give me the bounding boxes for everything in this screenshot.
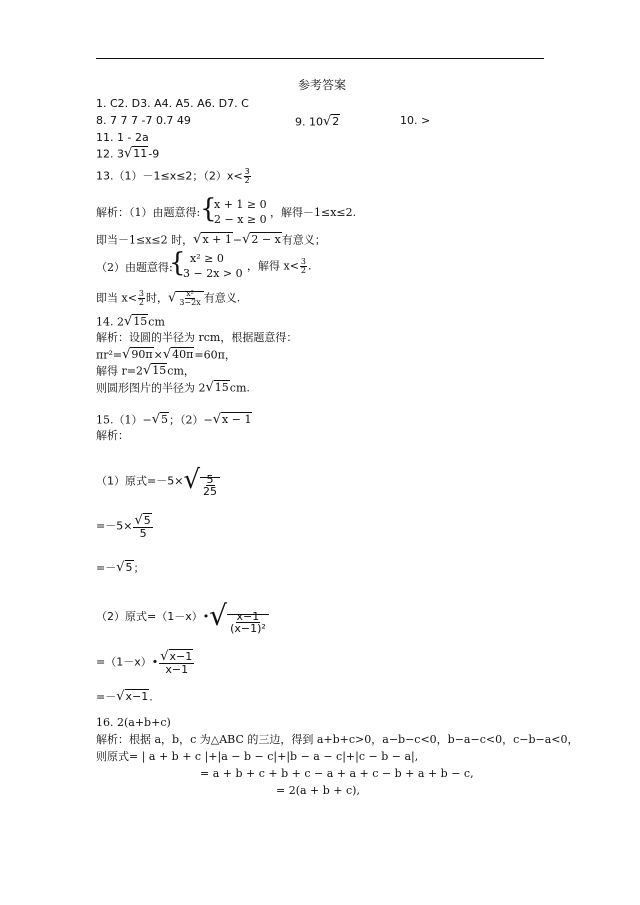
q14-line-3-text: 解得 r=2 xyxy=(96,364,143,378)
answer-line-14 xyxy=(96,315,165,330)
q14-line-3 xyxy=(96,364,195,379)
q14-line-4-tail: cm. xyxy=(229,381,250,395)
q14-line-4-text: 则圆形图片的半径为 2 xyxy=(96,381,206,395)
answer-line-1: 1. C2. D3. A4. A5. A6. D7. C xyxy=(96,97,249,110)
answer-12-text: 12. 3 xyxy=(96,147,124,161)
q15-step-2 xyxy=(96,514,154,539)
answer-9-text: 9. 10 xyxy=(295,115,323,129)
radicand: 90π xyxy=(131,348,153,361)
sqrt-radical: √5 xyxy=(116,560,133,575)
sqrt-radical: √x−1 xyxy=(160,649,193,664)
fraction xyxy=(178,290,201,307)
denominator: 25 xyxy=(203,484,218,498)
q15-step-1 xyxy=(96,466,220,497)
sqrt-radical: √15 xyxy=(205,380,229,395)
denominator: 5 xyxy=(139,527,147,540)
answer-line-16: 16. 2(a+b+c) xyxy=(96,716,171,729)
sqrt-radical: √x + 1 xyxy=(193,232,232,247)
q13-line-2 xyxy=(96,233,326,248)
radicand: 2 − x xyxy=(251,233,281,246)
q15-step-6-text: =－ xyxy=(96,690,117,704)
q13-line-2-tail: 有意义； xyxy=(281,233,326,247)
answer-15-text: 15.（1）− xyxy=(96,413,152,427)
sqrt-radical: √ $\frac{x-1}{\text{(x−1)²}}$ xyxy=(209,600,269,634)
q16-line-3: = a + b + c + b + c − a + a + c − b + a + b − c, xyxy=(200,767,474,780)
answer-12-tail: -9 xyxy=(148,147,160,161)
sqrt-radical: √ $\frac{5}{25}$ xyxy=(183,466,220,497)
sqrt-radical: √15 xyxy=(124,314,148,329)
numerator: 5 xyxy=(206,472,214,486)
numerator: 3 xyxy=(244,167,250,176)
period: . xyxy=(308,259,312,273)
system-row-1: x² ≥ 0 xyxy=(190,252,224,265)
sqrt-radical: √ $\frac{\text{x²}}{3-2x}$ xyxy=(168,290,204,307)
sqrt-radical: √x − 1 xyxy=(212,412,252,427)
q15-step-3 xyxy=(96,561,145,576)
answer-8-text: 8. 7 7 7 -7 0.7 49 xyxy=(96,114,191,127)
answer-line-11: 11. 1 - 2a xyxy=(96,131,149,144)
q15-step-4 xyxy=(96,600,269,634)
q15-step-1-text: （1）原式=－5× xyxy=(96,474,184,488)
q15-analysis-label: 解析： xyxy=(96,429,129,442)
numerator xyxy=(133,514,152,528)
answer-line-12 xyxy=(96,147,159,162)
sqrt-radical: √15 xyxy=(142,363,167,378)
sqrt-radical: √40π xyxy=(162,347,194,362)
radicand: 2 xyxy=(332,115,340,128)
radicand: 15 xyxy=(133,315,148,328)
q15-step-6 xyxy=(96,690,153,705)
radicand: 5 xyxy=(161,413,169,426)
denominator: 2 xyxy=(300,266,307,275)
answer-line-15 xyxy=(96,413,252,428)
system-row-2: 3 − 2x > 0 xyxy=(183,267,243,280)
answer-line-8 xyxy=(96,115,191,128)
numerator: x² xyxy=(186,289,194,298)
sqrt-radical: √2 − x xyxy=(242,232,281,247)
q15-step-4-text: （2）原式=（1－x）• xyxy=(96,609,210,623)
sqrt-radical: √5 xyxy=(151,412,169,427)
numerator xyxy=(159,650,194,664)
numerator: 3 xyxy=(138,289,145,298)
denominator: (x−1)² xyxy=(230,621,266,635)
fraction xyxy=(159,650,194,675)
numerator: 3 xyxy=(300,257,307,266)
denominator: 2 xyxy=(138,298,145,307)
sqrt-radical: √2 xyxy=(323,114,340,129)
system-row-1: x + 1 ≥ 0 xyxy=(214,198,267,211)
system-row-2: 2 − x ≥ 0 xyxy=(214,213,267,226)
page-title: 参考答案 xyxy=(298,78,347,92)
system-brace: { xyxy=(169,248,186,278)
radicand: 11 xyxy=(133,147,148,160)
q14-line-2-tail: =60π， xyxy=(194,348,236,362)
q13-analysis-1-result: ，解得－1≤x≤2. xyxy=(270,206,357,219)
radicand: 40π xyxy=(172,348,194,361)
fraction xyxy=(229,611,267,634)
q13-analysis-2: （2）由题意得: xyxy=(96,261,173,274)
fraction xyxy=(244,168,251,185)
q16-line-2: 则原式= | a + b + c |+|a − b − c|+|b − a − c|+|c − b − a|, xyxy=(96,750,419,763)
radicand: 5 xyxy=(125,561,133,574)
denominator: 2 xyxy=(244,176,250,185)
answer-14-unit: cm xyxy=(148,315,165,329)
radicand: x + 1 xyxy=(202,233,232,246)
answer-line-13 xyxy=(96,168,252,185)
q15-step-3-text: =－ xyxy=(96,561,117,575)
fraction xyxy=(138,290,145,307)
fraction xyxy=(300,258,307,275)
q14-line-3-tail: cm， xyxy=(167,364,195,378)
answer-13-text: 13.（1）－1≤x≤2；（2）x< xyxy=(96,169,243,183)
q13-line-2-text: 即当－1≤x≤2 时， xyxy=(96,233,194,247)
q14-line-1: 解析：设圆的半径为 rcm，根据题意得： xyxy=(96,331,298,344)
q13-line-4-mid: 时， xyxy=(146,291,169,305)
radicand: x−1 xyxy=(169,650,193,663)
answer-15-mid: ；（2）− xyxy=(169,413,213,427)
radicand: 15 xyxy=(214,381,229,394)
q15-step-5-text: =（1－x）• xyxy=(96,655,159,669)
sqrt-radical: √x−1 xyxy=(116,689,149,704)
q14-line-2-text: πr²= xyxy=(96,348,123,362)
fraction xyxy=(202,474,218,497)
q14-line-4 xyxy=(96,381,250,396)
answer-9 xyxy=(295,115,340,130)
q13-line-4 xyxy=(96,290,240,307)
radicand: x − 1 xyxy=(222,413,252,426)
q13-analysis-2-result xyxy=(247,258,312,275)
q15-step-2-text: =－5× xyxy=(96,519,133,533)
q15-step-3-tail: ； xyxy=(133,561,145,575)
q13-line-4-text: 即当 x< xyxy=(96,291,137,305)
answer-14-text: 14. 2 xyxy=(96,315,124,329)
q13-line-4-tail: 有意义. xyxy=(203,291,241,305)
fraction xyxy=(133,514,152,539)
q13-analysis-2-text: ，解得 x< xyxy=(247,259,299,273)
denominator: x−1 xyxy=(165,663,189,676)
system-brace: { xyxy=(200,194,217,224)
sqrt-radical: √11 xyxy=(124,146,148,161)
q15-step-5 xyxy=(96,650,195,675)
radicand: 5 xyxy=(143,514,151,527)
times-sign: × xyxy=(153,348,163,362)
q16-line-1: 解析：根据 a，b，c 为△ABC 的三边，得到 a+b+c>0，a−b−c<0，b−a−c<0，c−b−a<0， xyxy=(96,733,579,746)
sqrt-radical: √5 xyxy=(134,513,151,528)
denominator: 3−2x xyxy=(179,298,201,307)
q16-line-4: = 2(a + b + c), xyxy=(276,784,360,797)
radicand: 15 xyxy=(152,364,167,377)
radicand: x−1 xyxy=(125,690,149,703)
q15-step-6-tail: . xyxy=(149,690,153,704)
top-rule xyxy=(96,58,544,59)
minus-sign: − xyxy=(232,233,243,247)
q14-line-2 xyxy=(96,348,236,363)
q13-analysis-1: 解析：（1）由题意得: xyxy=(96,206,201,219)
answer-10: 10. > xyxy=(400,114,431,127)
numerator: x−1 xyxy=(236,609,260,623)
sqrt-radical: √90π xyxy=(122,347,153,362)
